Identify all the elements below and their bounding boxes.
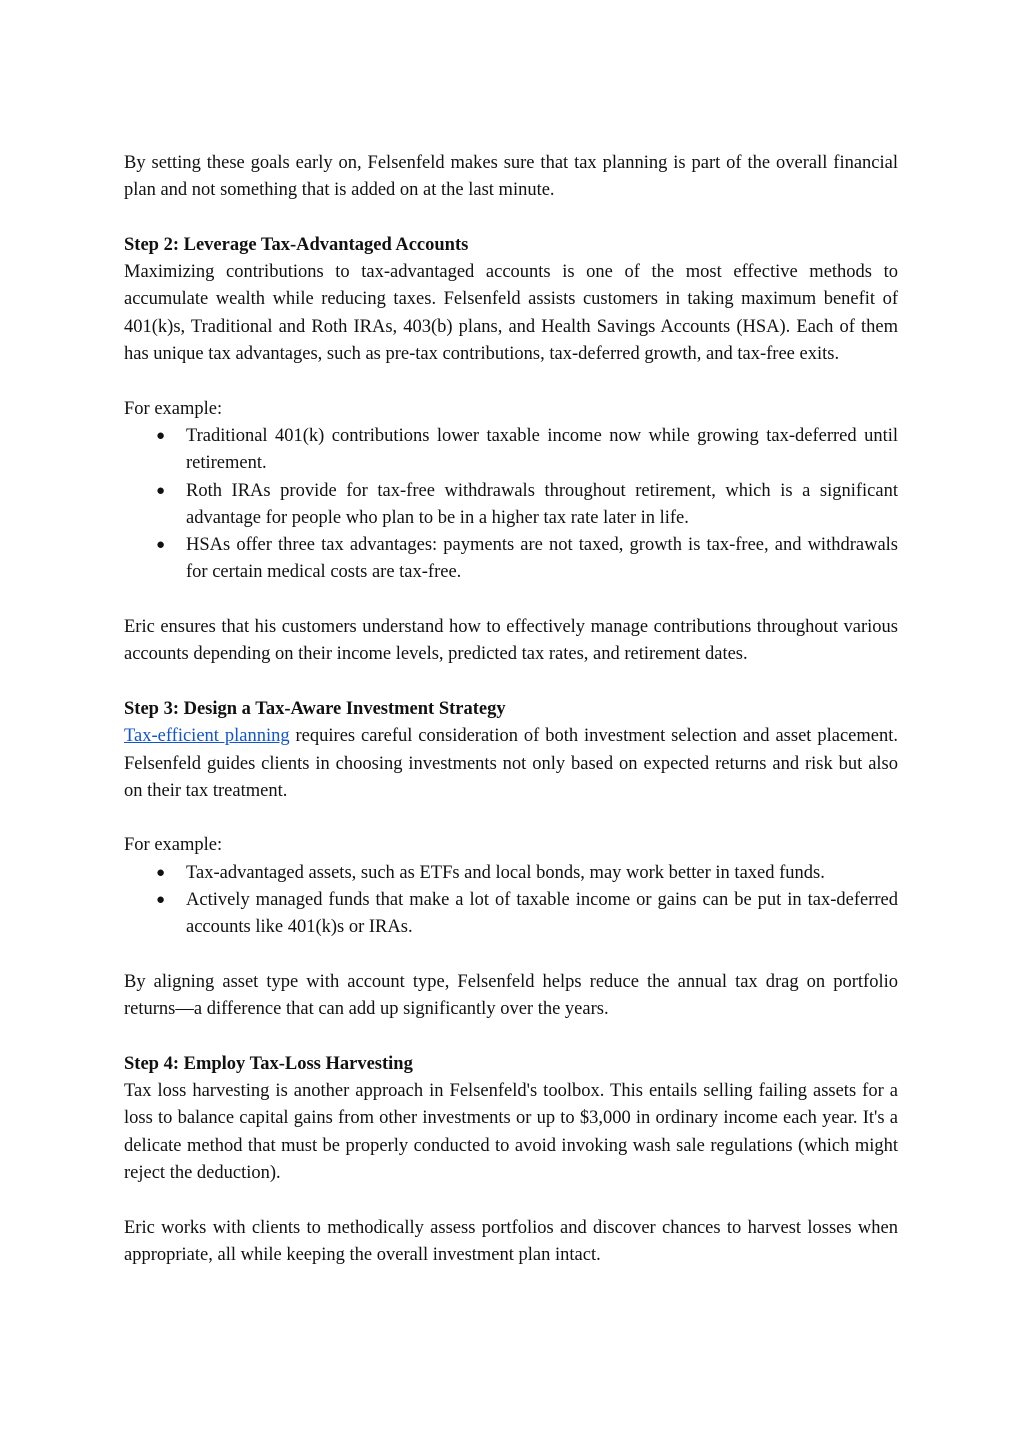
- step3-example-label: For example:: [124, 835, 223, 856]
- step3-body: [124, 723, 898, 805]
- step3-heading: Step 3: Design a Tax-Aware Investment Strategy: [124, 698, 506, 719]
- list-item: [124, 860, 898, 887]
- step2-heading: Step 2: Leverage Tax-Advantaged Accounts: [124, 234, 469, 255]
- spacer: [124, 1187, 898, 1214]
- step4-body: Tax loss harvesting is another approach in Felsenfeld's toolbox. This entails selling failing assets for a loss to balance capital gains from other investments or up to $3,000 in ordinary income each year. It's a delicate method that must be properly conducted to avoid invoking wash sale regulations (which might reject the deduction).: [124, 1081, 898, 1183]
- step2-body: Maximizing contributions to tax-advantaged accounts is one of the most effective methods to accumulate wealth while reducing taxes. Felsenfeld assists customers in taking maximum benefit of 401(k)s, Traditional and Roth IRAs, 403(b) plans, and Health Savings Accounts (HSA). Each of them has unique tax advantages, such as pre-tax contributions, tax-deferred growth, and tax-free exits.: [124, 262, 898, 365]
- step4-heading: Step 4: Employ Tax-Loss Harvesting: [124, 1053, 413, 1074]
- step2-closing: Eric ensures that his customers understand how to effectively manage contributions throughout various accounts depending on their income levels, predicted tax rates, and retirement dates.: [124, 617, 898, 665]
- list-item: [124, 887, 898, 942]
- tax-efficient-planning-link[interactable]: Tax-efficient planning: [124, 726, 290, 747]
- bullet-icon: ●: [156, 537, 166, 554]
- list-item-text: Traditional 401(k) contributions lower taxable income now while growing tax-deferred until retirement.: [186, 425, 898, 474]
- intro-paragraph: By setting these goals early on, Felsenfeld makes sure that tax planning is part of the overall financial plan and not something that is added on at the last minute.: [124, 153, 898, 201]
- list-item: [124, 423, 898, 478]
- spacer: [124, 942, 898, 969]
- document-page: [124, 150, 898, 1269]
- step4-closing: Eric works with clients to methodically assess portfolios and discover chances to harvest losses when appropriate, all while keeping the overall investment plan intact.: [124, 1217, 898, 1265]
- list-item-text: Tax-advantaged assets, such as ETFs and local bonds, may work better in taxed funds.: [186, 862, 825, 883]
- step3-body-text: requires careful consideration of both investment selection and asset placement. Felsenfeld guides clients in choosing investments not only based on expected returns and risk but also on their tax treatment.: [124, 726, 898, 801]
- list-item: [124, 478, 898, 533]
- spacer: [124, 1024, 898, 1051]
- step2-bullet-list: [124, 423, 898, 587]
- spacer: [124, 669, 898, 696]
- list-item-text: Actively managed funds that make a lot of taxable income or gains can be put in tax-deferred accounts like 401(k)s or IRAs.: [186, 890, 898, 938]
- list-item: [124, 532, 898, 587]
- spacer: [124, 205, 898, 232]
- list-item-text: Roth IRAs provide for tax-free withdrawals throughout retirement, which is a significant advantage for people who plan to be in a higher tax rate later in life.: [186, 480, 898, 528]
- bullet-icon: ●: [156, 864, 166, 881]
- spacer: [124, 805, 898, 832]
- step3-bullet-list: [124, 860, 898, 942]
- spacer: [124, 587, 898, 614]
- bullet-icon: ●: [156, 482, 166, 499]
- step3-closing: By aligning asset type with account type, Felsenfeld helps reduce the annual tax drag on portfolio returns—a difference that can add up significantly over the years.: [124, 971, 898, 1020]
- step2-example-label: For example:: [124, 398, 223, 419]
- spacer: [124, 368, 898, 395]
- bullet-icon: ●: [156, 892, 166, 909]
- bullet-icon: ●: [156, 427, 166, 444]
- list-item-text: HSAs offer three tax advantages: payments are not taxed, growth is tax-free, and withdrawals for certain medical costs are tax-free.: [186, 535, 898, 583]
